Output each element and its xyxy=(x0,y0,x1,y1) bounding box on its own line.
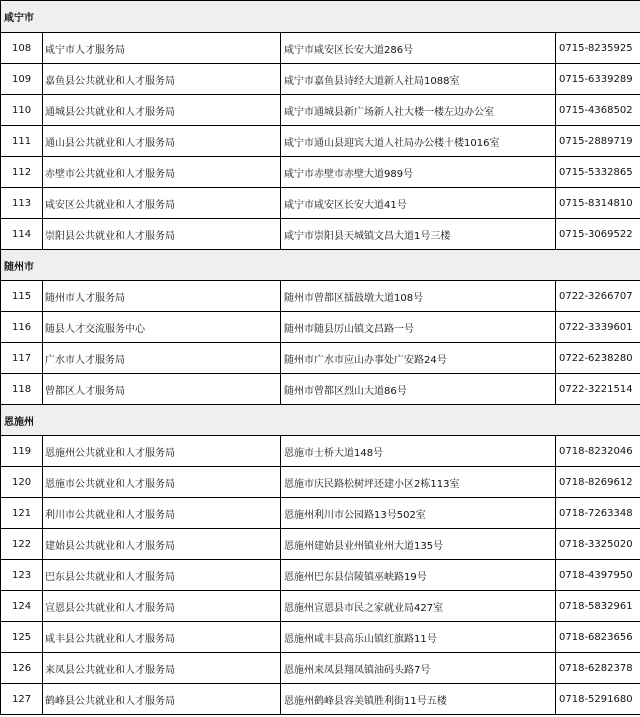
org-address: 恩施州咸丰县高乐山镇红旗路11号 xyxy=(281,622,556,653)
org-address: 恩施州宣恩县市民之家就业局427室 xyxy=(281,591,556,622)
org-phone: 0718-5832961 xyxy=(556,591,640,622)
org-name: 来凤县公共就业和人才服务局 xyxy=(43,653,281,684)
org-phone: 0715-2889719 xyxy=(556,126,640,157)
table-row xyxy=(1,529,640,560)
org-address: 咸宁市嘉鱼县诗经大道新人社局1088室 xyxy=(281,64,556,95)
table-row xyxy=(1,591,640,622)
org-address: 咸宁市通山县迎宾大道人社局办公楼十楼1016室 xyxy=(281,126,556,157)
org-name: 恩施州公共就业和人才服务局 xyxy=(43,436,281,467)
org-address: 恩施州巴东县信陵镇巫峡路19号 xyxy=(281,560,556,591)
row-number: 126 xyxy=(1,653,43,684)
row-number: 127 xyxy=(1,684,43,715)
org-address: 随州市曾都区擂鼓墩大道108号 xyxy=(281,281,556,312)
table-row xyxy=(1,467,640,498)
row-number: 111 xyxy=(1,126,43,157)
table-row xyxy=(1,126,640,157)
row-number: 119 xyxy=(1,436,43,467)
table-row xyxy=(1,312,640,343)
org-phone: 0715-8314810 xyxy=(556,188,640,219)
org-name: 建始县公共就业和人才服务局 xyxy=(43,529,281,560)
org-address: 咸宁市崇阳县天城镇文昌大道1号三楼 xyxy=(281,219,556,250)
org-address: 随州市曾都区烈山大道86号 xyxy=(281,374,556,405)
row-number: 115 xyxy=(1,281,43,312)
row-number: 123 xyxy=(1,560,43,591)
org-address: 恩施市士桥大道148号 xyxy=(281,436,556,467)
org-phone: 0718-6282378 xyxy=(556,653,640,684)
org-phone: 0718-7263348 xyxy=(556,498,640,529)
org-name: 随州市人才服务局 xyxy=(43,281,281,312)
org-address: 恩施州鹤峰县容美镇胜利街11号五楼 xyxy=(281,684,556,715)
org-address: 咸宁市赤壁市赤壁大道989号 xyxy=(281,157,556,188)
table-row xyxy=(1,653,640,684)
org-phone: 0718-8269612 xyxy=(556,467,640,498)
org-address: 恩施州利川市公园路13号502室 xyxy=(281,498,556,529)
org-name: 利川市公共就业和人才服务局 xyxy=(43,498,281,529)
org-name: 嘉鱼县公共就业和人才服务局 xyxy=(43,64,281,95)
org-phone: 0718-6823656 xyxy=(556,622,640,653)
org-phone: 0722-3221514 xyxy=(556,374,640,405)
section-title: 随州市 xyxy=(1,250,640,281)
section-header xyxy=(1,405,640,436)
row-number: 113 xyxy=(1,188,43,219)
table-row xyxy=(1,95,640,126)
table-row xyxy=(1,64,640,95)
table-row xyxy=(1,498,640,529)
org-phone: 0715-6339289 xyxy=(556,64,640,95)
row-number: 112 xyxy=(1,157,43,188)
row-number: 125 xyxy=(1,622,43,653)
org-phone: 0718-8232046 xyxy=(556,436,640,467)
org-address: 恩施州建始县业州镇业州大道135号 xyxy=(281,529,556,560)
org-phone: 0715-4368502 xyxy=(556,95,640,126)
row-number: 114 xyxy=(1,219,43,250)
table-row xyxy=(1,343,640,374)
org-phone: 0715-3069522 xyxy=(556,219,640,250)
row-number: 109 xyxy=(1,64,43,95)
org-name: 咸安区公共就业和人才服务局 xyxy=(43,188,281,219)
org-phone: 0722-3266707 xyxy=(556,281,640,312)
table-row xyxy=(1,33,640,64)
row-number: 117 xyxy=(1,343,43,374)
row-number: 110 xyxy=(1,95,43,126)
org-name: 宣恩县公共就业和人才服务局 xyxy=(43,591,281,622)
table-row xyxy=(1,374,640,405)
org-phone: 0715-5332865 xyxy=(556,157,640,188)
org-name: 鹤峰县公共就业和人才服务局 xyxy=(43,684,281,715)
section-title: 恩施州 xyxy=(1,405,640,436)
row-number: 120 xyxy=(1,467,43,498)
org-address: 咸宁市咸安区长安大道41号 xyxy=(281,188,556,219)
org-name: 咸宁市人才服务局 xyxy=(43,33,281,64)
org-name: 随县人才交流服务中心 xyxy=(43,312,281,343)
table-row xyxy=(1,188,640,219)
section-title: 咸宁市 xyxy=(1,1,640,33)
table-row xyxy=(1,560,640,591)
org-name: 恩施市公共就业和人才服务局 xyxy=(43,467,281,498)
org-address: 随州市随县厉山镇文昌路一号 xyxy=(281,312,556,343)
row-number: 121 xyxy=(1,498,43,529)
org-name: 通城县公共就业和人才服务局 xyxy=(43,95,281,126)
org-address: 咸宁市咸安区长安大道286号 xyxy=(281,33,556,64)
org-name: 赤壁市公共就业和人才服务局 xyxy=(43,157,281,188)
org-name: 巴东县公共就业和人才服务局 xyxy=(43,560,281,591)
table-row xyxy=(1,219,640,250)
org-address: 咸宁市通城县新广场新人社大楼一楼左边办公室 xyxy=(281,95,556,126)
table-row xyxy=(1,157,640,188)
org-name: 通山县公共就业和人才服务局 xyxy=(43,126,281,157)
row-number: 124 xyxy=(1,591,43,622)
table-row xyxy=(1,436,640,467)
row-number: 122 xyxy=(1,529,43,560)
org-phone: 0718-3325020 xyxy=(556,529,640,560)
section-header xyxy=(1,250,640,281)
org-name: 咸丰县公共就业和人才服务局 xyxy=(43,622,281,653)
table-row xyxy=(1,281,640,312)
org-phone: 0718-5291680 xyxy=(556,684,640,715)
table-row xyxy=(1,684,640,715)
org-address: 恩施州来凤县翔凤镇油码头路7号 xyxy=(281,653,556,684)
org-name: 曾都区人才服务局 xyxy=(43,374,281,405)
row-number: 116 xyxy=(1,312,43,343)
org-name: 崇阳县公共就业和人才服务局 xyxy=(43,219,281,250)
org-address: 随州市广水市应山办事处广安路24号 xyxy=(281,343,556,374)
org-address: 恩施市庆民路松树坪还建小区2栋113室 xyxy=(281,467,556,498)
org-phone: 0722-3339601 xyxy=(556,312,640,343)
org-name: 广水市人才服务局 xyxy=(43,343,281,374)
org-phone: 0715-8235925 xyxy=(556,33,640,64)
section-header xyxy=(1,1,640,33)
table-row xyxy=(1,622,640,653)
org-phone: 0722-6238280 xyxy=(556,343,640,374)
row-number: 108 xyxy=(1,33,43,64)
row-number: 118 xyxy=(1,374,43,405)
org-phone: 0718-4397950 xyxy=(556,560,640,591)
